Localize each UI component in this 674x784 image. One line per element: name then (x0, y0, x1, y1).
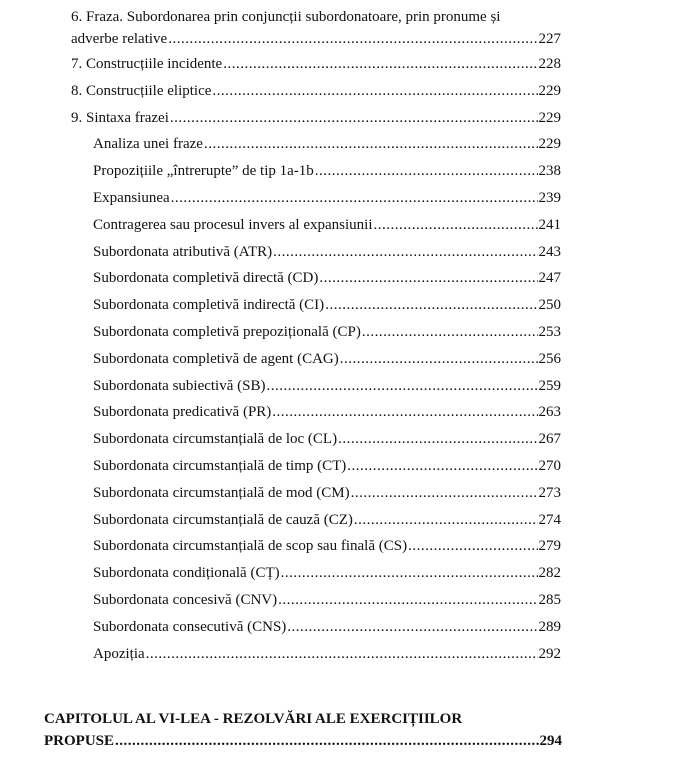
dot-leader (266, 373, 537, 400)
entry-title: 7. Construcțiile incidente (71, 56, 223, 72)
entry-title: Subordonata concesivă (CNV) (93, 591, 278, 608)
page-number: 273 (538, 484, 561, 501)
toc-entry (93, 641, 561, 668)
page-number: 292 (538, 645, 561, 662)
toc-entry (93, 373, 561, 400)
entry-title: Apoziția (93, 645, 145, 662)
toc-chapter-entry (44, 708, 562, 752)
dot-leader (354, 507, 538, 534)
page-number: 227 (538, 31, 561, 47)
page-number: 289 (538, 618, 561, 635)
toc-entry (93, 399, 561, 426)
toc-entry (93, 212, 561, 239)
entry-title: Subordonata subiectivă (SB) (93, 377, 266, 394)
toc-entry (93, 426, 561, 453)
dot-leader (319, 265, 537, 292)
entry-title: Analiza unei fraze (93, 136, 203, 153)
entry-title: Subordonata completivă directă (CD) (93, 270, 319, 287)
dot-leader (281, 560, 538, 587)
chapter-title-line1: CAPITOLUL AL VI-LEA - REZOLVĂRI ALE EXERCIȚIILOR (44, 711, 463, 727)
entry-title: Subordonata circumstanțială de mod (CM) (93, 484, 350, 501)
entry-title: Subordonata circumstanțială de loc (CL) (93, 431, 338, 448)
dot-leader (212, 78, 537, 105)
entry-title: Subordonata circumstanțială de timp (CT) (93, 457, 347, 474)
dot-leader (278, 587, 537, 614)
dot-leader (171, 185, 538, 212)
entry-title: Subordonata completivă de agent (CAG) (93, 350, 339, 367)
page-number: 228 (538, 56, 561, 72)
toc-entry (93, 158, 561, 185)
dot-leader (408, 533, 537, 560)
dot-leader (315, 158, 538, 185)
page-number: 279 (538, 538, 561, 555)
toc-entry (93, 346, 561, 373)
dot-leader (374, 212, 538, 239)
toc-entry (93, 480, 561, 507)
page-number: 241 (538, 216, 561, 233)
entry-title: Subordonata consecutivă (CNS) (93, 618, 287, 635)
page-number: 239 (538, 189, 561, 206)
table-of-contents (71, 8, 561, 667)
dot-leader (170, 105, 538, 132)
dot-leader (223, 51, 537, 78)
dot-leader (362, 319, 538, 346)
entry-title-line1: 6. Fraza. Subordonarea prin conjuncții subordonatoare, prin pronume și (71, 9, 501, 25)
chapter-title-line2: PROPUSE (44, 733, 115, 749)
entry-title: Contragerea sau procesul invers al expansiunii (93, 216, 373, 233)
entry-title: 8. Construcțiile eliptice (71, 82, 212, 99)
entry-title: Subordonata atributivă (ATR) (93, 243, 273, 260)
entry-title: Subordonata predicativă (PR) (93, 404, 272, 421)
dot-leader (325, 292, 537, 319)
dot-leader (351, 480, 538, 507)
dot-leader (287, 614, 537, 641)
dot-leader (272, 399, 537, 426)
entry-title: Subordonata circumstanțială de cauză (CZ) (93, 511, 353, 528)
entry-title: Subordonata condițională (CȚ) (93, 565, 280, 582)
page-number: 247 (538, 270, 561, 287)
toc-entry (71, 78, 561, 105)
dot-leader (168, 27, 537, 51)
toc-entry (93, 560, 561, 587)
toc-entry (93, 507, 561, 534)
entry-title: Expansiunea (93, 189, 170, 206)
page-number: 282 (538, 565, 561, 582)
dot-leader (273, 239, 537, 266)
page-number: 270 (538, 457, 561, 474)
toc-entry (93, 614, 561, 641)
page-number: 229 (538, 136, 561, 153)
entry-title: Subordonata completivă prepozițională (CP) (93, 323, 361, 340)
entry-title: 9. Sintaxa frazei (71, 109, 169, 126)
toc-entry (93, 453, 561, 480)
page-number: 229 (538, 82, 561, 99)
page-number: 274 (538, 511, 561, 528)
dot-leader (204, 131, 538, 158)
toc-entry (71, 105, 561, 132)
entry-title: Subordonata circumstanțială de scop sau finală (CS) (93, 538, 408, 555)
dot-leader (338, 426, 537, 453)
toc-entry (93, 292, 561, 319)
dot-leader (146, 641, 538, 668)
page-number: 267 (538, 431, 561, 448)
entry-title: Subordonata completivă indirectă (CI) (93, 297, 325, 314)
page-number: 256 (538, 350, 561, 367)
toc-entry (93, 319, 561, 346)
page-number: 243 (538, 243, 561, 260)
dot-leader (347, 453, 537, 480)
page-number: 285 (538, 591, 561, 608)
page-number: 294 (539, 733, 562, 749)
entry-title-line2: adverbe relative (71, 31, 168, 47)
toc-entry (93, 265, 561, 292)
page-number: 238 (538, 163, 561, 180)
dot-leader (340, 346, 538, 373)
toc-entry-fraza (71, 8, 561, 51)
page-number: 259 (538, 377, 561, 394)
toc-entry (93, 131, 561, 158)
toc-entry (93, 239, 561, 266)
toc-entry (71, 51, 561, 78)
page-number: 263 (538, 404, 561, 421)
toc-entry (93, 587, 561, 614)
toc-entry (93, 533, 561, 560)
page-number: 253 (538, 323, 561, 340)
entry-title: Propozițiile „întrerupte” de tip 1a-1b (93, 163, 314, 180)
page-number: 250 (538, 297, 561, 314)
toc-entry (93, 185, 561, 212)
dot-leader (115, 730, 538, 752)
page-number: 229 (538, 109, 561, 126)
